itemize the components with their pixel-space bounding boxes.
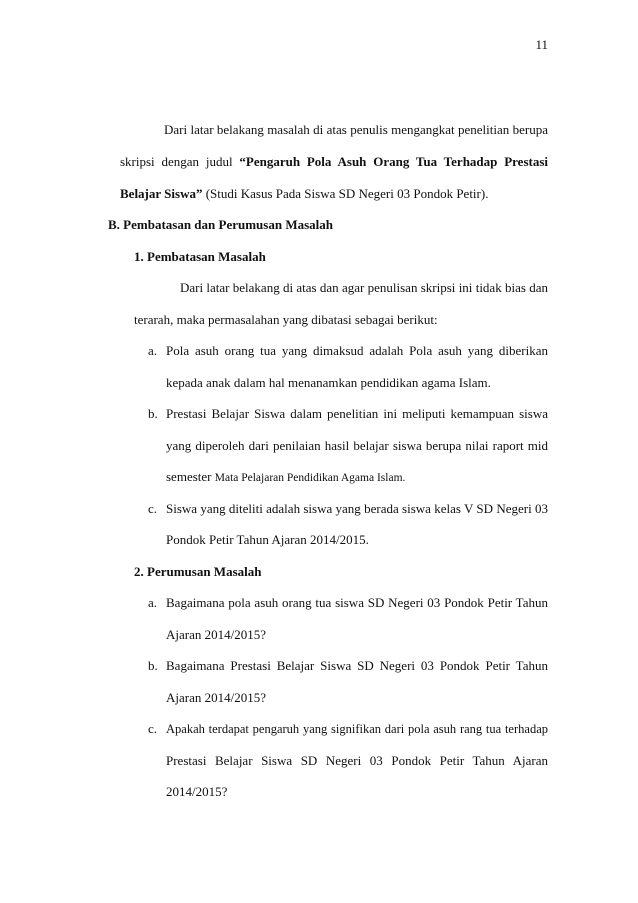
sub1-item-b-line-2: yang diperoleh dari penilaian hasil belajar siswa berupa nilai raport mid xyxy=(166,438,548,453)
section-b-heading: B. Pembatasan dan Perumusan Masalah xyxy=(108,217,333,232)
sub1-para-line-1: Dari latar belakang di atas dan agar penulisan skripsi ini tidak bias dan xyxy=(180,280,548,295)
sub1-item-b-marker: b. xyxy=(148,406,158,421)
sub2-item-a-line-1: Bagaimana pola asuh orang tua siswa SD Negeri 03 Pondok Petir Tahun xyxy=(166,595,548,610)
sub1-item-a-line-1: Pola asuh orang tua yang dimaksud adalah Pola asuh yang diberikan xyxy=(166,343,548,358)
sub2-item-c-line-1: Apakah terdapat pengaruh yang signifikan dari pola asuh rang tua terhadap xyxy=(166,722,548,736)
sub1-item-a-marker: a. xyxy=(148,343,158,358)
sub1-item-c-line-1: Siswa yang diteliti adalah siswa yang berada siswa kelas V SD Negeri 03 xyxy=(166,501,548,516)
sub2-item-a-line-2: Ajaran 2014/2015? xyxy=(166,627,267,642)
sub1-item-b-line-3: semester Mata Pelajaran Pendidikan Agama Islam. xyxy=(166,469,406,484)
sub2-item-a-marker: a. xyxy=(148,595,158,610)
intro-line-2: skripsi dengan judul “Pengaruh Pola Asuh Orang Tua Terhadap Prestasi xyxy=(120,154,549,169)
intro-line-1: Dari latar belakang masalah di atas penulis mengangkat penelitian berupa xyxy=(164,122,548,137)
sub1-item-c-marker: c. xyxy=(148,501,158,516)
sub1-para-line-2: terarah, maka permasalahan yang dibatasi sebagai berikut: xyxy=(134,312,438,327)
sub1-heading: 1. Pembatasan Masalah xyxy=(134,249,266,264)
sub1-item-a-line-2: kepada anak dalam hal menanamkan pendidikan agama Islam. xyxy=(166,375,491,390)
sub2-item-c-marker: c. xyxy=(148,721,158,736)
sub2-heading: 2. Perumusan Masalah xyxy=(134,564,262,579)
sub2-item-b-line-1: Bagaimana Prestasi Belajar Siswa SD Negeri 03 Pondok Petir Tahun xyxy=(166,658,548,673)
sub2-item-b-marker: b. xyxy=(148,658,158,673)
sub2-item-c-line-3: 2014/2015? xyxy=(166,784,228,799)
page-number: 11 xyxy=(535,37,548,52)
sub2-item-b-line-2: Ajaran 2014/2015? xyxy=(166,690,267,705)
thesis-title-part-1: “Pengaruh Pola Asuh Orang Tua Terhadap Prestasi xyxy=(239,154,549,169)
sub2-item-c-line-2: Prestasi Belajar Siswa SD Negeri 03 Pondok Petir Tahun Ajaran xyxy=(166,753,548,768)
intro-line-3: Belajar Siswa” (Studi Kasus Pada Siswa SD Negeri 03 Pondok Petir). xyxy=(120,186,489,201)
sub1-item-c-line-2: Pondok Petir Tahun Ajaran 2014/2015. xyxy=(166,532,369,547)
sub1-item-b-line-1: Prestasi Belajar Siswa dalam penelitian ini meliputi kemampuan siswa xyxy=(166,406,548,421)
thesis-title-part-2: Belajar Siswa” xyxy=(120,186,203,201)
